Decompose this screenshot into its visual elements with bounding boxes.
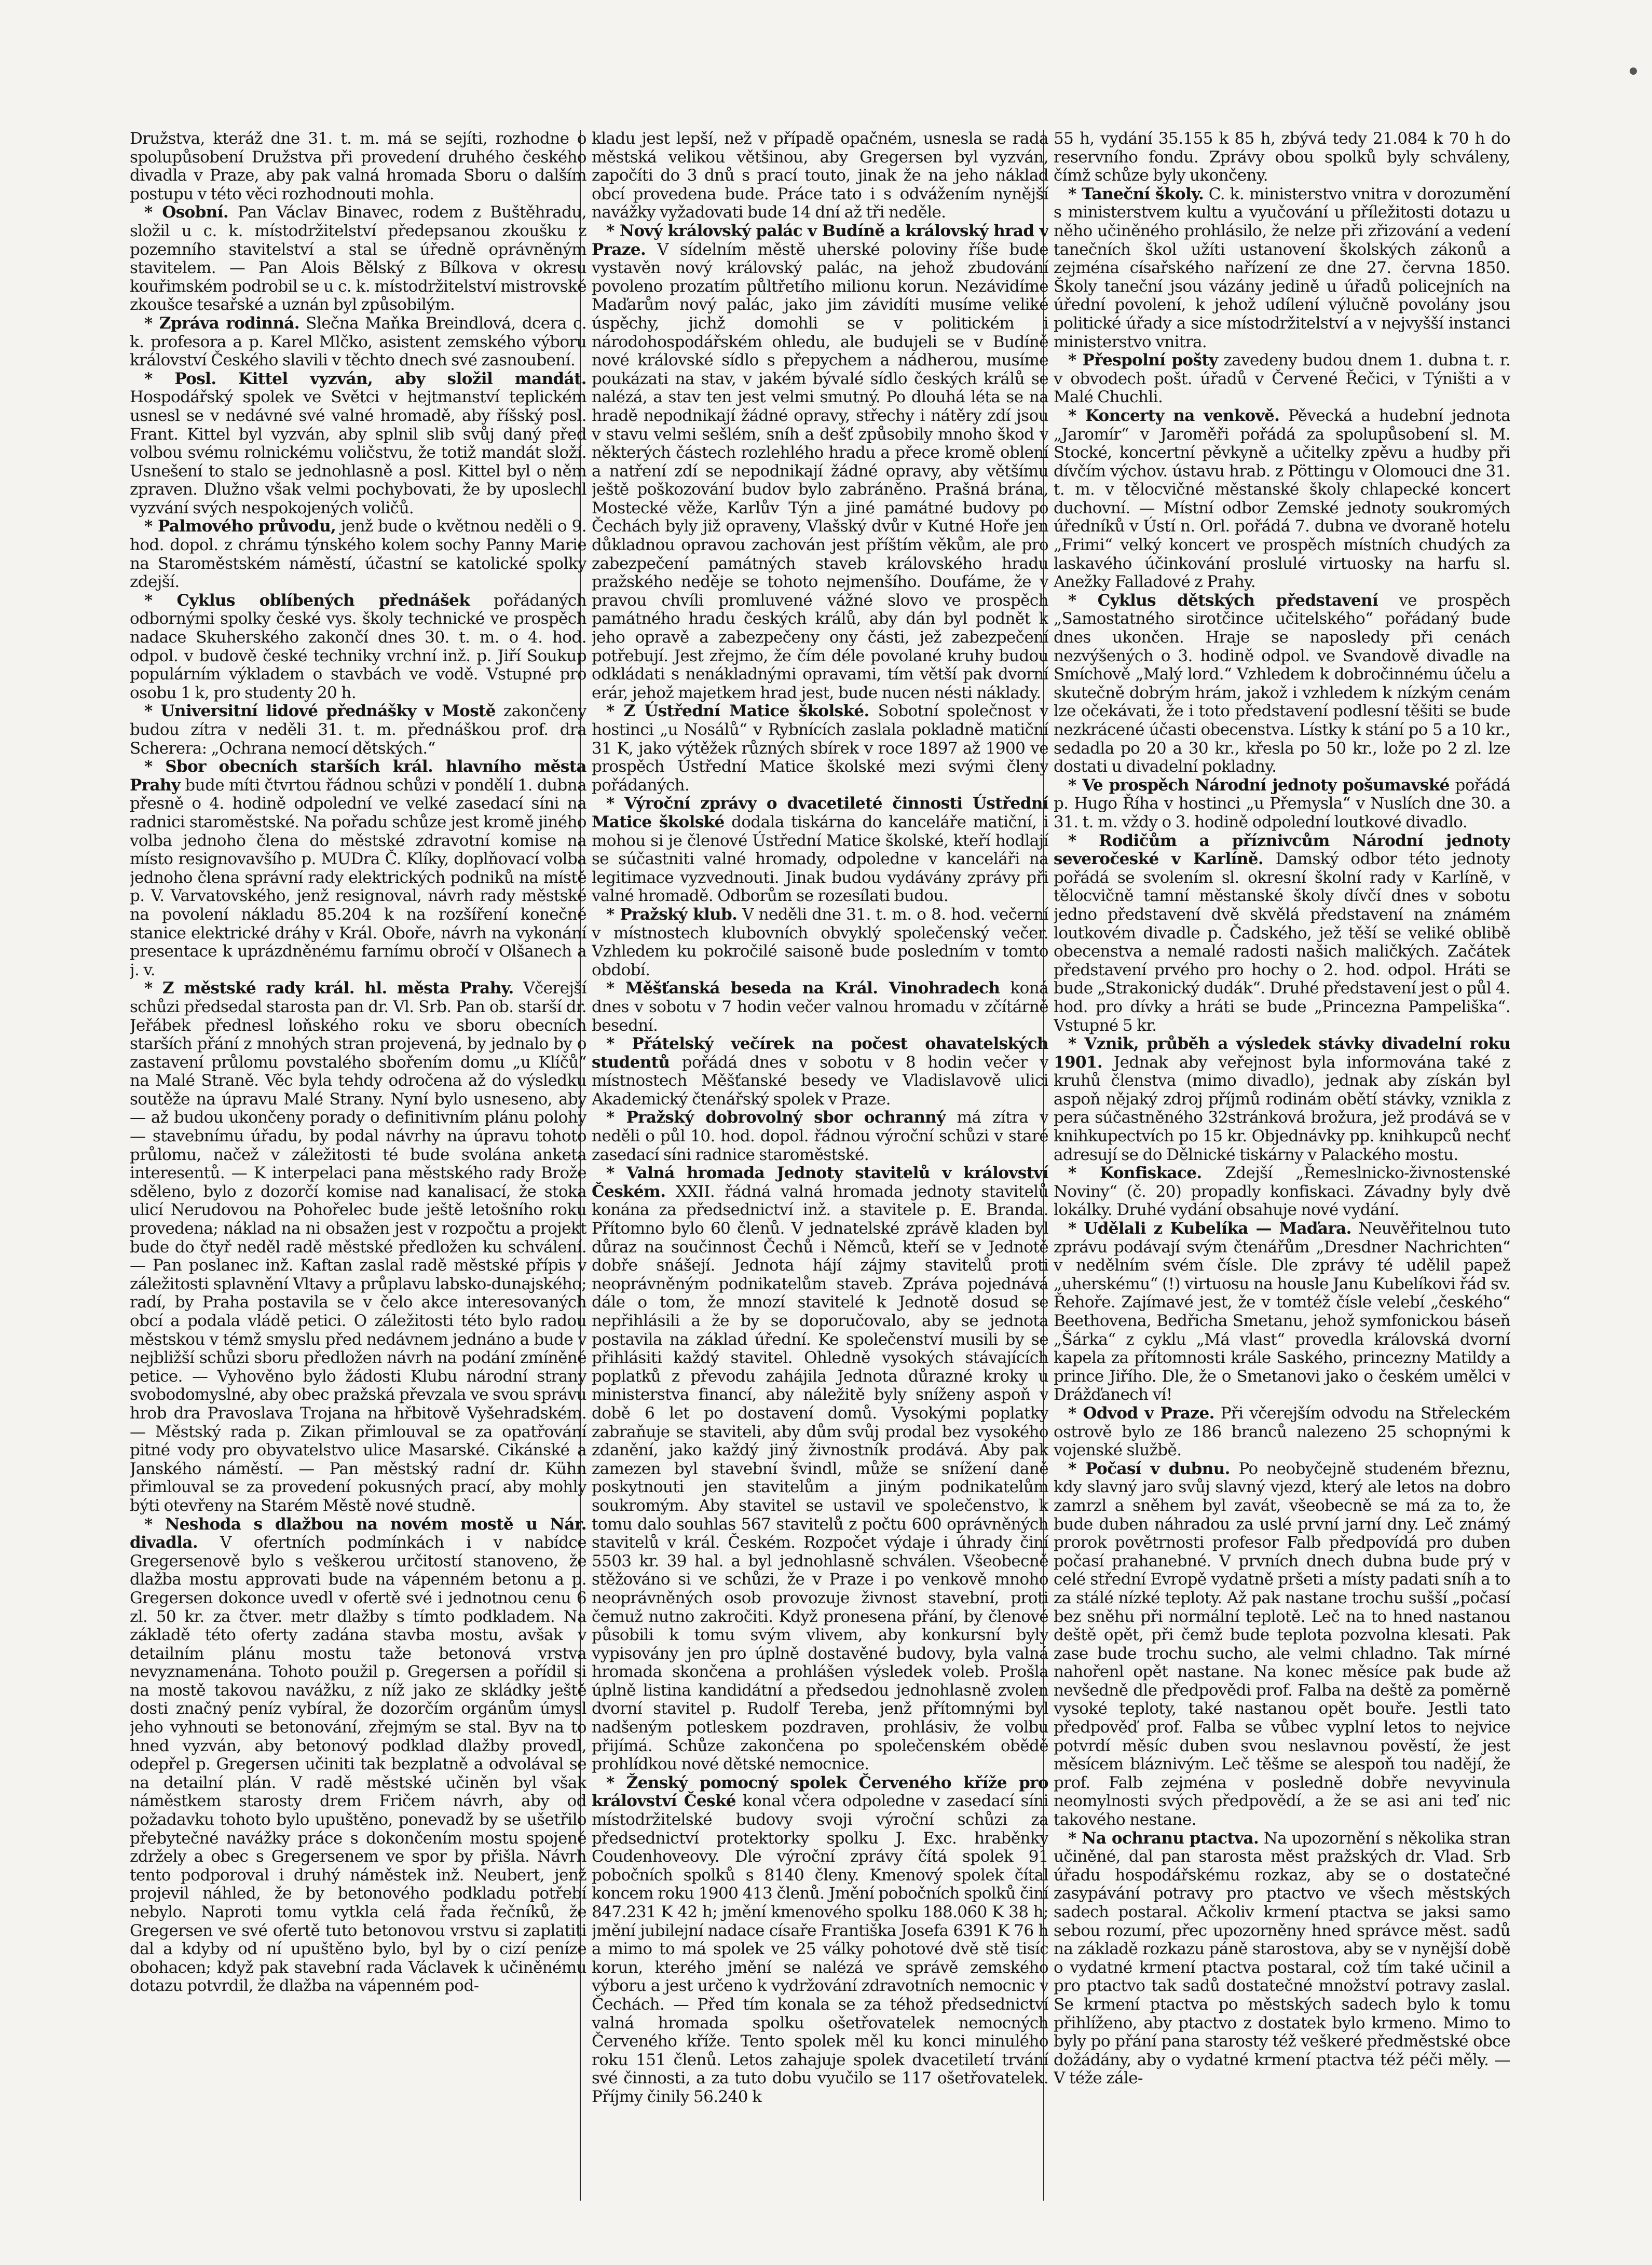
article-heading: * Z Ústřední Matice školské. — [606, 702, 869, 721]
article-heading: * Pražský dobrovolný sbor ochranný — [606, 1108, 946, 1127]
article-text: ve prospěch „Samostatného sirotčince učitelského“ pořádaný bude dnes ukončen. Hraje se naposledy při cenách nezvýšených o 3. hodině odpol. ve Svandově divadle na Smíchově „Malý lord.“ Vzhledem k dobročinnému účelu a skutečně dobrým hrám, jakož i vzhledem k nízkým cenám lze očekávati, že i toto představení podlesní těšiti se bude nezkrácené účasti obecenstva. Lístky k stání po 5 a 10 kr., sedadla po 20 a 30 kr., křesla po 50 kr., lože po 2 zl. lze dostati u divadelní pokladny. — [1054, 591, 1510, 776]
article-heading: * Posl. Kittel vyzván, aby složil mandát. — [144, 369, 586, 388]
article-heading: * Z městské rady král. hl. města Prahy. — [144, 979, 514, 998]
article-paragraph — [1054, 351, 1510, 407]
article-paragraph — [1054, 1220, 1510, 1404]
article-heading: * Universitní lidové přednášky v Mostě — [144, 702, 496, 721]
article-paragraph — [1054, 130, 1510, 185]
article-text: XXII. řádná valná hromada jednoty stavitelů konána za předsednictví inž. a stavitele p. E. Brandа. Přítomno bylo 60 členů. V jednatelské zprávě kladen byl důraz na součinnost Čechů i Němců, kteří se v Jednotě dobře snášejí. Jednota hájí zájmy stavitelů proti neoprávněným podnikatelům staveb. Zpráva pojednává dále o tom, že mnozí stavitelé k Jednotě dosud se nepřihlásili a že by se doporučovalo, aby se jednota postavila na základ úřední. Ke společenství musili by se přihlásiti každý stavitel. Ohledně vysokých stávajících poplatků z převodu zahájila Jednota důrazné kroky u ministerstva financí, aby náležitě byly sníženy aspoň v době 6 let po dostavení domů. Vysokými poplatky zabraňuje se staviteli, aby dům svůj prodal bez vysokého zdanění, jako každý jiný živnostník prodává. Aby pak zamezen byl stavební švindl, může se snížení daně poskytnouti jen stavitelům a jiným podnikatelům soukromým. Aby stavitel se ustavil ve společenstvo, k tomu dalo souhlas 567 stavitelů z počtu 600 oprávněných stavitelů v král. Českém. Rozpočet výdaje i úhrady činí 5503 kr. 39 hal. a byl jednohlasně schválen. Všeobecně stěžováno si ve schůzi, že v Praze i po venkově mnoho neoprávněných osob provozuje živnost stavební, proti čemuž nutno zakročiti. Když pronesena přání, by členové působili k tomu svým vlivem, aby konkursní byly vypisovány jen pro úplně dostavěné budovy, byla valná hromada skončena a prohlášen výsledek voleb. Prošla úplně listina kandidátní a předsedou jednohlasně zvolen dvorní stavitel p. Rudolf Tereba, jenž přítomnými byl nadšeným potleskem pozdraven, prohlásiv, že volbu přijímá. Schůze zakončena po společenském obědě prohlídkou nové dětské nemocnice. — [592, 1182, 1048, 1774]
article-text: Sobotní společnost v hostinci „u Nosálů“ v Rybnících zaslala pokladně matiční 31 K, jako výtěžek různých sbírek v roce 1897 až 1900 ve prospěch Ústřední Matice školské mezi svými členy pořádaných. — [592, 702, 1048, 795]
article-heading: * Cyklus dětských představení — [1068, 591, 1378, 610]
article-heading: * Rodičům a příznivcům Národní jednoty severočeské v Karlíně. — [1054, 831, 1510, 869]
article-paragraph — [130, 979, 586, 1515]
article-heading: * Výroční zprávy o dvacetileté činnosti Ústřední Matice školské — [592, 794, 1048, 831]
article-text: koná dnes v sobotu v 7 hodin večer valnou hromadu v zčítárně besední. — [592, 979, 1048, 1035]
article-paragraph — [592, 1164, 1048, 1774]
article-text: V ofertních podmínkách i v nabídce Gregersenově bylo s veškerou určitostí stanoveno, že dlažba mostu approvati bude na vápenném betonu a p. Gregersen dokonce uvedl v ofertě své i jednotnou cenu 6 zl. 50 kr. za čtver. metr dlažby s tímto podkladem. Na základě této oferty zadána stavba mostu, avšak v detailním plánu mostu taže betonová vrstva nevyznamenána. Tohoto použil p. Gregersen a pořídil si na mostě takovou navážku, z níž jako ze skládky ještě dosti značný peníz vybíral, že dozorčím orgánům úmysl jeho vyhnouti se betonování, zřejmým se stal. Byv na to hned vyzván, aby betonový podklad dlažby provedl, odepřel p. Gregersen učiniti tak bezplatně a odvolával se na detailní plán. V radě městské učiněn byl však náměstkem starosty drem Fričem návrh, aby od požadavku tohoto bylo upuštěno, ponevadž by se ušetřilo přebytečné navážky práce s dokončením mostu spojené zdržely a obec s Gregersenem ve spor by přišla. Návrh tento podporoval i druhý náměstek inž. Neubert, jenž projevil náhled, že by betonového podkladu potřebí nebylo. Naproti tomu vytkla celá řada řečníků, že Gregersen ve své ofertě tuto betonovou vrstvu si zaplatiti dal a kdyby od ní upuštěno bylo, byl by o cizí peníze obohacen; když pak stavební rada Václavek k učiněnému dotazu potvrdil, že dlažba na vápenném pod- — [130, 1533, 586, 1996]
article-paragraph — [592, 1774, 1048, 2107]
article-paragraph — [1054, 592, 1510, 776]
column-middle — [592, 130, 1048, 2232]
article-text: Na upozornění s několika stran učiněné, dal pan starosta měst pražských dr. Vlad. Srb úřadu hospodářskému rozkaz, aby se o dostatečné zasypávání potravy pro ptactvo ve všech městských sadech postaral. Ačkoliv krmení ptactva se jaksi samo sebou rozumí, přec upozorněny hned správce měst. sadů na základě rozkazu páně starostova, aby se v nynější době o vydatné krmení ptactva postaral, což tím také učinil a pro ptactvo tak sadů dostatečné množství potravy zaslal. Se krmení ptactva po městských sadech bylo k tomu přihlíženo, aby ptactvo z dostatek bylo krmeno. Mimo to byly po přání pana starosty též veškeré předměstské obce dožádány, aby o vydatné krmení ptactva též péči měly. — V téže zále- — [1054, 1829, 1510, 2088]
article-paragraph — [592, 222, 1048, 702]
article-text: kladu jest lepší, než v případě opačném, usnesla se rada městská velikou většinou, aby Gregersen byl vyzván, započíti do 3 dnů s prací touto, jinak že na jeho náklad obcí provedena bude. Práce tato i s odvážením nynější navážky vyžadovati bude 14 dní až tři neděle. — [592, 130, 1048, 222]
column-right — [1054, 130, 1510, 2232]
article-heading: * Počasí v dubnu. — [1068, 1459, 1230, 1478]
article-heading: * Ve prospěch Národní jednoty pošumavské — [1068, 775, 1450, 795]
article-text: Damský odbor této jednoty pořádá se svolením sl. okresní školní rady v Karlíně, v tělocvičně tamní městanské školy dívčí dnes v sobotu jedno představení dvě skvělá představení na známém loutkovém divadle p. Čadského, jež těší se veliké oblibě obecenstva a nemalé radosti našich maličkých. Začátek představení prvého pro hochy o 2. hod. odpol. Hráti se bude „Strakonický dudák“. Druhé představení jest o půl 4. hod. pro dívky a hráti se bude „Princezna Pampeliška“. Vstupné 5 kr. — [1054, 850, 1510, 1035]
article-paragraph — [130, 370, 586, 518]
article-text: Při včerejším odvodu na Střeleckém ostrově bylo ze 186 branců nalezeno 25 schopnými k vojenské službě. — [1054, 1403, 1510, 1460]
article-text: Družstva, kteráž dne 31. t. m. má se sejíti, rozhodne o spolupůsobení Družstva při provedení druhého českého divadla v Praze, aby pak valná hromada Sboru o dalším postupu v této věci rozhodnouti mohla. — [130, 130, 586, 203]
article-heading: * Pražský klub. — [606, 905, 738, 924]
article-heading: * Valná hromada Jednoty stavitelů v království Českém. — [592, 1164, 1048, 1201]
article-paragraph — [592, 979, 1048, 1035]
article-text: Včerejší schůzi předsedal starosta pan dr. Vl. Srb. Pan ob. starší dr. Jeřábek přednesl loňského roku ve sboru obecních starších přání z mnohých stran projevená, by jednalo by o zastavení průlomu povstalého sbořením domu „u Klíčů“ na Malé Straně. Věc byla tehdy odročena až do výsledku soutěže na úpravu Malé Strany. Nyní bylo usneseno, aby — až budou ukončeny porady o definitivním plánu polohy — stavebnímu úřadu, by podal návrhy na úpravu tohoto průlomu, načež v záležitosti té bude svolána anketa interesentů. — K interpelaci pana městského rady Brože sděleno, bylo z dozorčí komise nad kanalisací, že stoka ulicí Nerudovou na Pohořelec bude ještě letošního roku provedena; náklad na ni obsažen jest v rozpočtu a projekt bude do čtyř neděl radě městské předložen ku schválení. — Pan poslanec inž. Kaftan zaslal radě městské přípis v záležitosti splavnění Vltavy a průplavu labsko-dunajského; radí, by Praha postavila se v čelo akce interesovaných obcí a podala vládě petici. O záležitosti této bylo radou městskou v témž smyslu před nedávnem jednáno a bude v nejbližší schůzi sboru předložen návrh na podání zmíněné petice. — Vyhověno bylo žádosti Klubu národní strany svobodomyslné, aby obec pražská převzala ve svou správu hrob dra Pravoslava Trojana na hřbitově Vyšehradském. — Městský rada p. Zikan přimlouval se za opatřování pitné vody pro obyvatelstvo ulice Masarské. Cikánské a Janského náměstí. — Pan městský radní dr. Kühn přimlouval se za provedení pokusných prací, aby mohly býti otevřeny na Starém Městě nové studně. — [130, 979, 586, 1515]
article-paragraph — [1054, 1164, 1510, 1220]
article-heading: * Ženský pomocný spolek Červeného kříže pro království České — [592, 1773, 1048, 1811]
article-paragraph — [1054, 776, 1510, 832]
article-paragraph — [592, 702, 1048, 795]
article-heading: * Sbor obecních starších král. hlavního města Prahy — [130, 757, 586, 795]
article-text: bude míti čtvrtou řádnou schůzi v pondělí 1. dubna přesně o 4. hodině odpolední ve velké zasedací síni na radnici staroměstské. Na pořadu schůze jest kromě jiného volba jednoho člena do městské zdravotní komise na místo resignovavšího p. MUDra Č. Klíky, doplňovací volba jednoho člena správní rady elektrických podniků na místě p. V. Varvatovského, jenž resignoval, návrh rady městské na povolení nákladu 85.204 k na rozšíření konečné stanice elektrické dráhy v Král. Oboře, návrh na vykonání presentace k uprázdněnému farnímu obročí v Olšanech a j. v. — [130, 775, 586, 979]
article-text: konal včera odpoledne v zasedací síni místodržitelské budovy svoji výroční schůzi za předsednictví protektorky spolku J. Exc. hraběnky Coudenhoveovy. Dle výroční zprávy čítá spolek 91 pobočních spolků s 8140 členy. Kmenový spolek čítal koncem roku 1900 413 členů. Jmění pobočních spolků činí 847.231 K 42 h; jmění kmenového spolku 188.060 K 38 h; jmění jubilejní nadace císaře Františka Josefa 6391 K 76 h a mimo to má spolek ve 25 války pohotové dvě stě tisíc korun, kterého jmění se nalézá ve správě zemského výboru a jest určeno k vydržování zdravotních nemocnic v Čechách. — Před tím konala se za téhož předsednictví valná hromada spolku ošetřovatelek nemocných Červeného kříže. Tento spolek měl ku konci minulého roku 151 členů. Letos zahajuje spolek dvacetiletí trvání své činnosti, a za tuto dobu vyučilo se 117 ošetřovatelek. Příjmy činily 56.240 k — [592, 1792, 1048, 2106]
article-text: V neděli dne 31. t. m. o 8. hod. večerní v místnostech klubovních obvyklý společenský večer. Vzhledem ku pokročilé saisoně bude posledním v tomto období. — [592, 905, 1048, 979]
article-paragraph — [130, 517, 586, 591]
article-heading: * Cyklus oblíbených přednášek — [144, 591, 470, 610]
article-text: Pan Václav Binavec, rodem z Buštěhradu, složil u c. k. místodržitelství předepsanou zkoušku z pozemního stavitelství a stal se úředně oprávněným stavitelem. — Pan Alois Bělský z Bílkova v okresu kouřimském podrobil se u c. k. místodržitelství mistrovské zkoušce tesařské a uznán byl způsobilým. — [130, 203, 586, 315]
article-paragraph — [592, 1109, 1048, 1164]
article-heading: * Konfiskace. — [1068, 1164, 1202, 1183]
article-heading: * Palmového průvodu, — [144, 517, 336, 536]
article-paragraph — [1054, 1460, 1510, 1830]
article-heading: * Vznik, průběh a výsledek stávky divadelní roku 1901. — [1054, 1034, 1510, 1072]
article-paragraph — [1054, 407, 1510, 592]
article-text: 55 h, vydání 35.155 k 85 h, zbývá tedy 21.084 k 70 h do reservního fondu. Zprávy obou spolků byly schváleny, čímž schůze byly ukončeny. — [1054, 130, 1510, 185]
article-heading: * Na ochranu ptactva. — [1068, 1829, 1259, 1848]
article-paragraph — [130, 1516, 586, 1996]
article-text: Neuvěřitelnou tuto zprávu podávají svým čtenářům „Dresdner Nachrichten“ v nedělním svém čísle. Dle zprávy té udělil papež „uherskému“ (!) virtuosu na housle Janu Kubelíkovi řád sv. Řehoře. Zajímavé jest, že v tomtéž čísle velebí „českého“ Beethovena, Bedřicha Smetanu, jehož symfonickou báseň „Šárka“ z cyklu „Má vlast“ provedla královská dvorní kapela za přítomnosti krále Saského, princezny Matildy a prince Jiřího. Dle, že o Smetanovi jako o českém umělci v Drážďanech ví! — [1054, 1219, 1510, 1404]
article-heading: * Osobní. — [144, 203, 229, 222]
article-text: jenž bude o květnou neděli o 9. hod. dopol. z chrámu týnského kolem sochy Panny Marie na Staroměstském náměstí, účastní se katolické spolky zdejší. — [130, 517, 586, 592]
article-heading: * Měšťanská beseda na Král. Vinohradech — [606, 979, 1000, 998]
article-text: Hospodářský spolek ve Světci v hejtmanství teplickém usnesl se v nedávné své valné hromadě, aby říšský posl. Frant. Kittel byl vyzván, aby splnil slib svůj daný před volbou svému rolnickému voličstvu, že totiž mandát složí. Usnešení to stalo se jednohlasně a posl. Kittel byl o něm zpraven. Dlužno však velmi pochybovati, že by uposlechl vyzvání svých nespokojených voličů. — [130, 388, 586, 517]
article-heading: * Přespolní pošty — [1068, 351, 1218, 370]
article-heading: * Přátelský večírek na počest ohavatelských studentů — [592, 1034, 1048, 1072]
article-paragraph — [130, 315, 586, 370]
article-text: Slečna Maňka Breindlová, dcera c. k. profesora a p. Karel Mlčko, asistent zemského výboru království Českého slavili v těchto dnech své zasnoubení. — [130, 313, 586, 370]
article-paragraph — [130, 130, 586, 203]
article-heading: * Taneční školy. — [1068, 184, 1204, 203]
article-text: zakončeny budou zítra v neděli 31. t. m. přednáškou prof. dra Scherera: „Ochrana nemocí dětských.“ — [130, 702, 586, 758]
article-paragraph — [1054, 1830, 1510, 2088]
article-paragraph — [1054, 1404, 1510, 1460]
article-paragraph — [592, 1035, 1048, 1109]
article-heading: * Odvod v Praze. — [1068, 1403, 1214, 1423]
article-text: Pěvecká a hudební jednota „Jaromír“ v Jaroměři pořádá za spolupůsobení sl. M. Stocké, koncertní pěvkyně a učitelky zpěvu a hudby při dívčím výchov. ústavu hrab. z Pöttingu v Olomouci dne 31. t. m. v tělocvičné městanské školy chlapecké koncert duchovní. — Místní odbor Zemské jednoty soukromých úředníků v Ústí n. Orl. pořádá 7. dubna ve dvoraně hotelu „Frimi“ velký koncert ve prospěch místních chudých za laskavého účinkování proslulé virtuosky na harfu sl. Anežky Falladové z Prahy. — [1054, 406, 1510, 592]
article-paragraph — [130, 702, 586, 758]
article-text: dodala tiskárna do kanceláře matiční, i mohou si je členové Ústřední Matice školské, kteří hodlají se súčastniti valné hromady, odpoledne v kanceláři na legitimace vyzvednouti. Jinak budou vydávány zprávy při valné hromadě. Odborům se rozesílati budou. — [592, 812, 1048, 906]
article-paragraph — [130, 592, 586, 703]
article-text: Jednak aby veřejnost byla informována také z kruhů členstva (mimo divadlo), jednak aby získán byl aspoň nějaký zdroj příjmů rodinám obětí stávky, vznikla z pera súčastněného 32stránková brožura, jež prodává se v knihkupectvích po 15 kr. Objednávky pp. knihkupců nechť adresují se do Dělnické tiskárny v Palackého mostu. — [1054, 1053, 1510, 1164]
article-paragraph — [1054, 832, 1510, 1035]
article-heading: * Zpráva rodinná. — [144, 313, 299, 333]
article-paragraph — [1054, 1035, 1510, 1164]
article-heading: * Neshoda s dlažbou na novém mostě u Nár. divadla. — [130, 1514, 586, 1552]
article-text: Zdejší „Řemeslnicko-živnostenské Noviny“ (č. 20) propadly konfiskaci. Závadny byly dvě lokálky. Druhé vydání obsahuje nové vydání. — [1054, 1164, 1510, 1220]
article-text: Po neobyčejně studeném březnu, kdy slavný jaro svůj slavný vjezd, který ale letos na dobro zamrzl a sněhem byl zavát, všeobecně se má za to, že bude duben náhradou za uslé první jarní dny. Leč známý prorok povětrnosti profesor Falb předpovídá pro duben počasí prahanebné. V prvních dnech dubna bude prý v celé střední Evropě vydatně pršeti a místy padati sníh a to za stálé nízké teploty. Až pak nastane trochu sušší „počasí bez sněhu při normální teplotě. Leč na to hned nastanou deště opět, při čemž bude teplota pozvolna klesati. Pak zase bude trochu sucho, ale velmi chladno. Tak mírné nahořenl opět nastane. Na konec měsíce pak bude až nevšedně dle předpovědi prof. Falba na deště za poměrně vysoké teploty, také nastanou opět bouře. Jestli tato předpověď prof. Falba se vůbec vyplní letos to nejvice potvrdí měsíc duben svou neslavnou pověstí, že jest měsícem bláznivým. Leč těšme se alespoň tou nadějí, že prof. Falb zejména v posledně dobře nevyvinula neomylnosti svých předpovědí, a že se asi ani teď nic takového nestane. — [1054, 1459, 1510, 1830]
column-left — [130, 130, 586, 2232]
article-text: V sídelním městě uherské poloviny říše bude vystavěn nový královský palác, na jehož zbudování povoleno prozatím půltřetího milionu korun. Nezávidíme Maďarům nový palác, jako jim závidíti musíme veliké úspěchy, jichž domohli se v politickém i národohospodářském ohledu, ale budujeli se v Budíně nové královské sídlo s přepychem a nádherou, musíme poukázati na stav, v jakém bývalé sídlo českých králů se nalézá, a stav ten jest velmi smutný. Po dlouhá léta se na hradě nepodnikají žádné opravy, střechy i nátěry zdí jsou v stavu velmi sešlém, sníh a dešť způsobily mnoho škod v některých částech rozlehlého hradu a přece kromě oblení a natření zdí se nepodnikají žádné opravy, aby většímu ještě poškozování budov bylo zabráněno. Prašná brána, Mostecké věže, Karlův Týn a jiné památné budovy po Čechách byly již opraveny, Vlašský dvůr v Kutné Hoře jen důkladnou opravou zachován jest příštím věkům, ale pro zabezpečení památných staveb královského hradu pražského neděje se tohoto nejmenšího. Doufáme, že v pravou chvíli promluvené vážné slovo ve prospěch památného hradu českých králů, aby dán byl podnět k jeho opravě a zabezpečeny ony části, jež zabezpečení potřebují. Jest zřejmo, že čím déle povolané kruhy budou odkládati s nenákladnými opravami, tím větší pak dvorní erár, jehož majetkem hrad jest, bude nucen nésti náklady. — [592, 240, 1048, 702]
article-paragraph — [592, 906, 1048, 979]
article-paragraph — [1054, 185, 1510, 351]
article-heading: * Nový královský palác v Budíně a královský hrad v Praze. — [592, 221, 1048, 259]
article-text: pořádá p. Hugo Říha v hostinci „u Přemysla“ v Nuslích dne 30. a 31. t. m. vždy o 3. hodině odpolední loutkové divadlo. — [1054, 775, 1510, 831]
article-paragraph — [130, 758, 586, 979]
page-edge-mark — [1630, 67, 1637, 75]
article-heading: * Udělali z Kubelíka — Maďara. — [1068, 1219, 1351, 1238]
article-paragraph — [130, 203, 586, 315]
article-text: C. k. ministerstvo vnitra v dorozumění s ministerstvem kultu a vyučování u příležitosti dotazu u něho učiněného prohlásilo, že nelze při zřizování a vedení tanečních škol užíti ustanovení školských zákonů a zejména císařského nařízení ze dne 27. června 1850. Školy taneční jsou vázány jedině u úřadů policejních na úřední povolení, k jehož udílení výlučně povolány jsou politické úřady a sice místodržitelství a v nejvyšší instanci ministerstvo vnitra. — [1054, 184, 1510, 351]
article-text: pořádá dnes v sobotu v 8 hodin večer v místnostech Měšťanské besedy ve Vladislavově ulici Akademický čtenářský spolek v Praze. — [592, 1053, 1048, 1109]
article-text: má zítra v neděli o půl 10. hod. dopol. řádnou výroční schůzi v staré zasedací síni radnice staroměstské. — [592, 1108, 1048, 1164]
article-paragraph — [592, 795, 1048, 906]
article-text: zavedeny budou dnem 1. dubna t. r. v obvodech pošt. úřadů v Červené Řečici, v Týništi a v Malé Chuchli. — [1054, 351, 1510, 407]
article-paragraph — [592, 130, 1048, 222]
article-heading: * Koncerty na venkově. — [1068, 406, 1280, 425]
article-text: pořádaných odbornými spolky české vys. školy technické ve prospěch nadace Skuherského zakončí dnes 30. t. m. o 4. hod. odpol. v budově české techniky vrchní inž. p. Jiří Soukup populárním výkladem o stavbách ve vodě. Vstupné pro osobu 1 k, pro studenty 20 h. — [130, 591, 586, 702]
